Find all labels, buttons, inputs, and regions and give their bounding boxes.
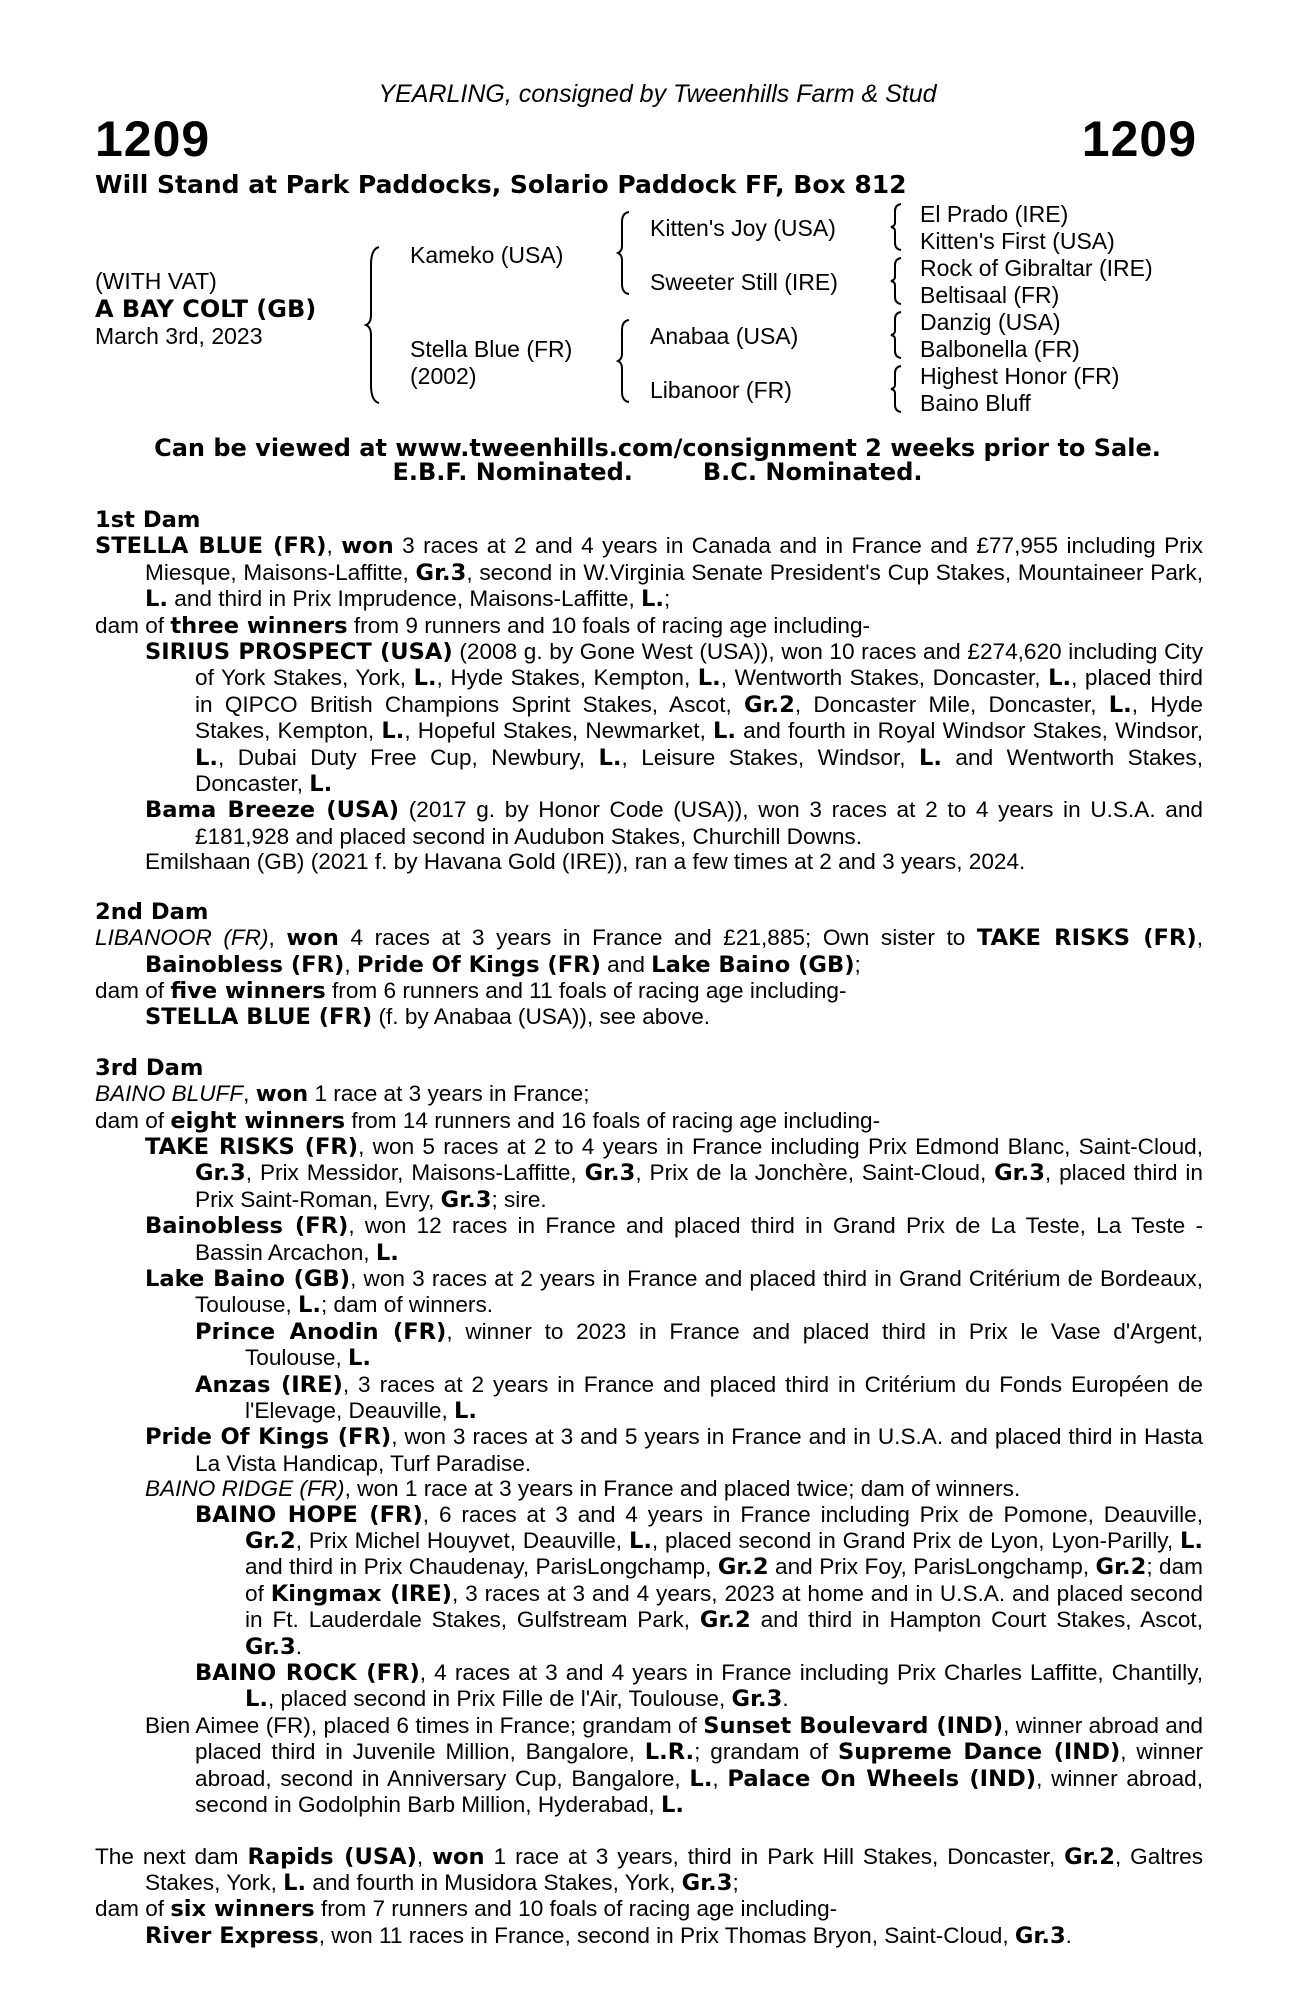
nominations bbox=[0, 458, 1315, 486]
pedigree-bracket-dam bbox=[617, 318, 633, 404]
section-spacer bbox=[95, 1031, 1203, 1056]
catalogue-paragraph: dam of five winners from 6 runners and 11 foals of racing age including- bbox=[95, 977, 847, 1004]
catalogue-paragraph: BAINO HOPE (FR), 6 races at 3 and 4 years in France including Prix de Pomone, Deauville, Gr.2, Prix Michel Houyvet, Deauville, L., placed second in Grand Prix de Lyon, Lyon-Parilly, L. and third in Prix Chaudenay, ParisLongchamp, Gr.2 and Prix Foy, ParisLongchamp, Gr.2; dam of Kingmax (IRE), 3 races at 3 and 4 years, 2023 at home and in U.S.A. and placed second in Ft. Lauderdale Stakes, Gulfstream Park, Gr.2 and third in Hampton Court Stakes, Ascot, Gr.3. bbox=[195, 1501, 1204, 1660]
section-heading: 3rd Dam bbox=[95, 1054, 204, 1081]
subject-name: A BAY COLT (GB) bbox=[95, 295, 317, 323]
lot-number-right: 1209 bbox=[1081, 111, 1197, 167]
catalogue-paragraph: BAINO RIDGE (FR), won 1 race at 3 years in France and placed twice; dam of winners. bbox=[145, 1476, 1021, 1502]
stabling-info: Will Stand at Park Paddocks, Solario Paddock FF, Box 812 bbox=[95, 170, 907, 199]
section-heading: 2nd Dam bbox=[95, 898, 209, 925]
lot-number-left: 1209 bbox=[95, 111, 211, 167]
ebf-nomination: E.B.F. Nominated. bbox=[392, 458, 633, 486]
pedigree-sire: Kameko (USA) bbox=[410, 242, 564, 268]
catalogue-paragraph: Bama Breeze (USA) (2017 g. by Honor Code (USA)), won 3 races at 2 to 4 years in U.S.A. and £181,928 and placed second in Audubon Stakes, Churchill Downs. bbox=[145, 797, 1203, 849]
catalogue-paragraph: TAKE RISKS (FR), won 5 races at 2 to 4 years in France including Prix Edmond Blanc, Saint-Cloud, Gr.3, Prix Messidor, Maisons-Laffitte, Gr.3, Prix de la Jonchère, Saint-Cloud, Gr.3, placed third in Prix Saint-Roman, Evry, Gr.3; sire. bbox=[145, 1133, 1203, 1213]
catalogue-paragraph: Prince Anodin (FR), winner to 2023 in France and placed third in Prix le Vase d'Argent, Toulouse, L. bbox=[195, 1318, 1203, 1372]
pedigree-g3-3: Rock of Gibraltar (IRE) bbox=[920, 255, 1153, 281]
pedigree-g3-2: Kitten's First (USA) bbox=[920, 228, 1115, 254]
catalogue-body bbox=[95, 508, 1203, 1949]
pedigree-sire-dam: Sweeter Still (IRE) bbox=[650, 269, 838, 295]
vat-label: (WITH VAT) bbox=[95, 268, 217, 294]
pedigree-g3-5: Danzig (USA) bbox=[920, 309, 1061, 335]
section-spacer bbox=[95, 875, 1203, 900]
pedigree-bracket-g3-1 bbox=[890, 202, 904, 252]
consignment-header: YEARLING, consigned by Tweenhills Farm & Stud bbox=[378, 80, 937, 108]
pedigree-bracket-sire bbox=[617, 210, 633, 296]
pedigree-dam-dam: Libanoor (FR) bbox=[650, 377, 792, 403]
catalogue-paragraph: Anzas (IRE), 3 races at 2 years in France and placed third in Critérium du Fonds Européen de l'Elevage, Deauville, L. bbox=[195, 1371, 1203, 1424]
catalogue-paragraph: LIBANOOR (FR), won 4 races at 3 years in France and £21,885; Own sister to TAKE RISKS (FR), Bainobless (FR), Pride Of Kings (FR) and Lake Baino (GB); bbox=[95, 925, 1203, 978]
catalogue-paragraph: dam of eight winners from 14 runners and 16 foals of racing age including- bbox=[95, 1107, 881, 1134]
catalogue-paragraph: BAINO BLUFF, won 1 race at 3 years in France; bbox=[95, 1081, 590, 1108]
viewing-note: Can be viewed at www.tweenhills.com/consignment 2 weeks prior to Sale. bbox=[154, 434, 1161, 462]
section-spacer bbox=[95, 1819, 1203, 1844]
catalogue-paragraph: River Express, won 11 races in France, second in Prix Thomas Bryon, Saint-Cloud, Gr.3. bbox=[145, 1922, 1072, 1949]
catalogue-paragraph: STELLA BLUE (FR), won 3 races at 2 and 4 years in Canada and in France and £77,955 including Prix Miesque, Maisons-Laffitte, Gr.3, second in W.Virginia Senate President's Cup Stakes, Mountaineer Park, L. and third in Prix Imprudence, Maisons-Laffitte, L.; bbox=[95, 533, 1203, 613]
catalogue-paragraph: BAINO ROCK (FR), 4 races at 3 and 4 years in France including Prix Charles Laffitte, Chantilly, L., placed second in Prix Fille de l'Air, Toulouse, Gr.3. bbox=[195, 1660, 1204, 1713]
catalogue-paragraph: Lake Baino (GB), won 3 races at 2 years in France and placed third in Grand Critérium de Bordeaux, Toulouse, L.; dam of winners. bbox=[145, 1265, 1203, 1319]
catalogue-paragraph: Bien Aimee (FR), placed 6 times in France; grandam of Sunset Boulevard (IND), winner abroad and placed third in Juvenile Million, Bangalore, L.R.; grandam of Supreme Dance (IND), winner abroad, second in Anniversary Cup, Bangalore, L., Palace On Wheels (IND), winner abroad, second in Godolphin Barb Million, Hyderabad, L. bbox=[145, 1712, 1203, 1819]
catalogue-paragraph: Pride Of Kings (FR), won 3 races at 3 and 5 years in France and in U.S.A. and placed third in Hasta La Vista Handicap, Turf Paradise. bbox=[145, 1424, 1203, 1476]
pedigree-dam-sire: Anabaa (USA) bbox=[650, 323, 799, 349]
pedigree-sire-sire: Kitten's Joy (USA) bbox=[650, 215, 836, 241]
pedigree-g3-1: El Prado (IRE) bbox=[920, 201, 1069, 227]
pedigree-bracket-g3-2 bbox=[890, 256, 904, 306]
pedigree-bracket-g3-3 bbox=[890, 310, 904, 360]
pedigree-g3-7: Highest Honor (FR) bbox=[920, 363, 1120, 389]
catalogue-paragraph: STELLA BLUE (FR) (f. by Anabaa (USA)), see above. bbox=[145, 1004, 711, 1031]
catalogue-paragraph: dam of six winners from 7 runners and 10 foals of racing age including- bbox=[95, 1896, 838, 1923]
pedigree-bracket-g3-4 bbox=[890, 364, 904, 414]
pedigree-bracket-main bbox=[365, 245, 385, 405]
section-heading: 1st Dam bbox=[95, 507, 201, 533]
pedigree-dam: Stella Blue (FR) bbox=[410, 336, 573, 362]
pedigree-g3-8: Baino Bluff bbox=[920, 390, 1031, 416]
pedigree-g3-6: Balbonella (FR) bbox=[920, 336, 1080, 362]
bc-nomination: B.C. Nominated. bbox=[702, 458, 923, 486]
pedigree-g3-4: Beltisaal (FR) bbox=[920, 282, 1060, 308]
foaling-date: March 3rd, 2023 bbox=[95, 323, 263, 349]
catalogue-paragraph: Emilshaan (GB) (2021 f. by Havana Gold (IRE)), ran a few times at 2 and 3 years, 2024. bbox=[145, 849, 1026, 875]
catalogue-paragraph: dam of three winners from 9 runners and 10 foals of racing age including- bbox=[95, 612, 871, 639]
catalogue-paragraph: Bainobless (FR), won 12 races in France and placed third in Grand Prix de La Teste, La Teste - Bassin Arcachon, L. bbox=[145, 1213, 1203, 1266]
pedigree-dam-year: (2002) bbox=[410, 363, 477, 389]
catalogue-paragraph: SIRIUS PROSPECT (USA) (2008 g. by Gone West (USA)), won 10 races and £274,620 including City of York Stakes, York, L., Hyde Stakes, Kempton, L., Wentworth Stakes, Doncaster, L., placed third in QIPCO British Champions Sprint Stakes, Ascot, Gr.2, Doncaster Mile, Doncaster, L., Hyde Stakes, Kempton, L., Hopeful Stakes, Newmarket, L. and fourth in Royal Windsor Stakes, Windsor, L., Dubai Duty Free Cup, Newbury, L., Leisure Stakes, Windsor, L. and Wentworth Stakes, Doncaster, L. bbox=[145, 639, 1203, 798]
catalogue-paragraph: The next dam Rapids (USA), won 1 race at 3 years, third in Park Hill Stakes, Doncaster, Gr.2, Galtres Stakes, York, L. and fourth in Musidora Stakes, York, Gr.3; bbox=[95, 1843, 1203, 1896]
